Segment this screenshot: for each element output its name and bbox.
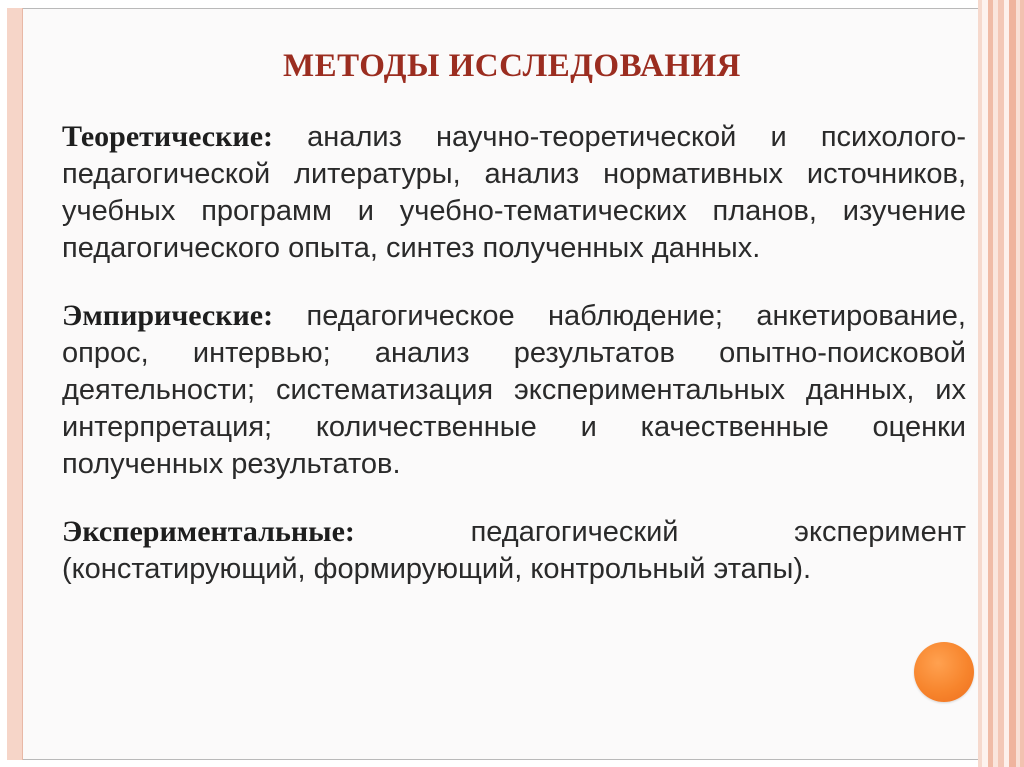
section-empirical bbox=[62, 297, 966, 483]
orange-circle-decoration bbox=[914, 642, 974, 702]
slide-content bbox=[62, 118, 966, 618]
section-term: Эмпирические: bbox=[62, 299, 274, 332]
section-text: педагогический эксперимент (констатирующий, формирующий, контрольный этапы). bbox=[62, 516, 966, 585]
section-theoretical bbox=[62, 118, 966, 267]
left-border-strip bbox=[7, 8, 23, 760]
right-decorative-stripes bbox=[978, 0, 1024, 767]
section-experimental bbox=[62, 513, 966, 588]
slide-title: МЕТОДЫ ИССЛЕДОВАНИЯ bbox=[282, 48, 742, 84]
stripe bbox=[1009, 0, 1016, 767]
section-term: Теоретические: bbox=[62, 120, 273, 153]
stripe bbox=[1020, 0, 1024, 767]
section-term: Экспериментальные: bbox=[62, 515, 355, 548]
section-text: анализ научно-теоретической и психолого-педагогической литературы, анализ нормативных источников, учебных программ и учебно-тематических планов, изучение педагогического опыта, синтез полученных данных. bbox=[62, 121, 967, 264]
section-text: педагогическое наблюдение; анкетирование, опрос, интервью; анализ результатов опытно-поисковой деятельности; систематизация экспериментальных данных, их интерпретация; количественные и качественные оценки полученных результатов. bbox=[62, 300, 966, 480]
